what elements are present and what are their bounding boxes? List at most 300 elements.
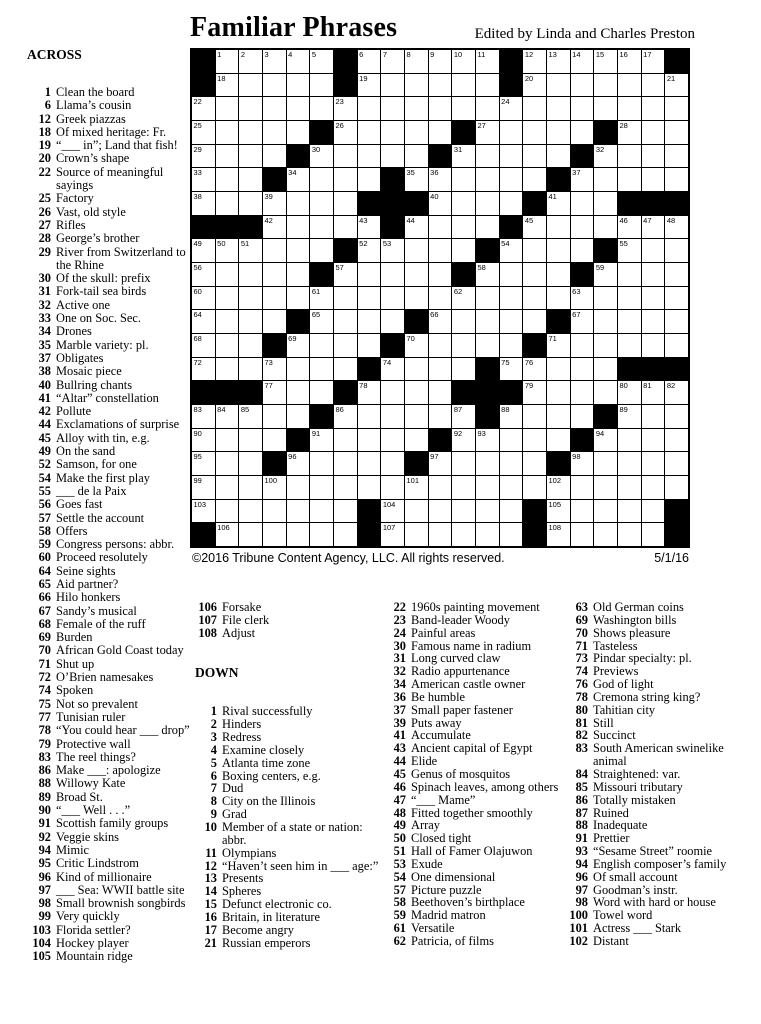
- grid-cell[interactable]: [665, 381, 688, 404]
- grid-cell[interactable]: [452, 358, 475, 381]
- grid-cell[interactable]: [500, 97, 523, 120]
- grid-cell[interactable]: [358, 97, 381, 120]
- grid-cell[interactable]: [429, 50, 452, 73]
- grid-cell[interactable]: [310, 476, 333, 499]
- grid-cell[interactable]: [287, 168, 310, 191]
- grid-cell[interactable]: [263, 381, 286, 404]
- grid-cell[interactable]: [476, 287, 499, 310]
- grid-cell[interactable]: [594, 452, 617, 475]
- grid-cell[interactable]: [452, 192, 475, 215]
- grid-cell[interactable]: [571, 405, 594, 428]
- grid-cell[interactable]: [571, 452, 594, 475]
- grid-cell[interactable]: [618, 334, 641, 357]
- grid-cell[interactable]: [263, 192, 286, 215]
- grid-cell[interactable]: [310, 239, 333, 262]
- grid-cell[interactable]: [642, 74, 665, 97]
- grid-cell[interactable]: [594, 192, 617, 215]
- grid-cell[interactable]: [287, 476, 310, 499]
- grid-cell[interactable]: [523, 358, 546, 381]
- grid-cell[interactable]: [571, 216, 594, 239]
- grid-cell[interactable]: [310, 523, 333, 546]
- grid-cell[interactable]: [594, 500, 617, 523]
- grid-cell[interactable]: [571, 381, 594, 404]
- grid-cell[interactable]: [476, 263, 499, 286]
- grid-cell[interactable]: [405, 429, 428, 452]
- grid-cell[interactable]: [476, 429, 499, 452]
- grid-cell[interactable]: [500, 192, 523, 215]
- grid-cell[interactable]: [310, 168, 333, 191]
- grid-cell[interactable]: [192, 168, 215, 191]
- grid-cell[interactable]: [642, 381, 665, 404]
- grid-cell[interactable]: [405, 500, 428, 523]
- grid-cell[interactable]: [500, 476, 523, 499]
- grid-cell[interactable]: [405, 263, 428, 286]
- grid-cell[interactable]: [358, 74, 381, 97]
- grid-cell[interactable]: [571, 500, 594, 523]
- grid-cell[interactable]: [429, 121, 452, 144]
- grid-cell[interactable]: [452, 239, 475, 262]
- grid-cell[interactable]: [665, 239, 688, 262]
- grid-cell[interactable]: [523, 74, 546, 97]
- grid-cell[interactable]: [642, 500, 665, 523]
- grid-cell[interactable]: [476, 74, 499, 97]
- grid-cell[interactable]: [523, 145, 546, 168]
- grid-cell[interactable]: [642, 452, 665, 475]
- grid-cell[interactable]: [192, 239, 215, 262]
- grid-cell[interactable]: [571, 310, 594, 333]
- grid-cell[interactable]: [334, 523, 357, 546]
- grid-cell[interactable]: [263, 263, 286, 286]
- grid-cell[interactable]: [287, 97, 310, 120]
- grid-cell[interactable]: [618, 168, 641, 191]
- grid-cell[interactable]: [665, 405, 688, 428]
- grid-cell[interactable]: [358, 452, 381, 475]
- grid-cell[interactable]: [263, 216, 286, 239]
- grid-cell[interactable]: [381, 405, 404, 428]
- grid-cell[interactable]: [429, 97, 452, 120]
- grid-cell[interactable]: [571, 74, 594, 97]
- grid-cell[interactable]: [642, 145, 665, 168]
- grid-cell[interactable]: [334, 358, 357, 381]
- grid-cell[interactable]: [239, 358, 262, 381]
- grid-cell[interactable]: [642, 216, 665, 239]
- grid-cell[interactable]: [523, 381, 546, 404]
- grid-cell[interactable]: [547, 523, 570, 546]
- grid-cell[interactable]: [452, 168, 475, 191]
- grid-cell[interactable]: [642, 97, 665, 120]
- grid-cell[interactable]: [547, 192, 570, 215]
- grid-cell[interactable]: [594, 287, 617, 310]
- grid-cell[interactable]: [665, 74, 688, 97]
- grid-cell[interactable]: [381, 381, 404, 404]
- grid-cell[interactable]: [334, 263, 357, 286]
- grid-cell[interactable]: [500, 239, 523, 262]
- grid-cell[interactable]: [642, 121, 665, 144]
- grid-cell[interactable]: [429, 74, 452, 97]
- grid-cell[interactable]: [429, 287, 452, 310]
- grid-cell[interactable]: [334, 216, 357, 239]
- grid-cell[interactable]: [594, 310, 617, 333]
- grid-cell[interactable]: [665, 216, 688, 239]
- grid-cell[interactable]: [192, 500, 215, 523]
- grid-cell[interactable]: [642, 334, 665, 357]
- grid-cell[interactable]: [405, 405, 428, 428]
- grid-cell[interactable]: [358, 381, 381, 404]
- grid-cell[interactable]: [192, 334, 215, 357]
- grid-cell[interactable]: [263, 50, 286, 73]
- grid-cell[interactable]: [192, 405, 215, 428]
- grid-cell[interactable]: [216, 145, 239, 168]
- grid-cell[interactable]: [381, 358, 404, 381]
- grid-cell[interactable]: [618, 452, 641, 475]
- grid-cell[interactable]: [523, 216, 546, 239]
- grid-cell[interactable]: [192, 192, 215, 215]
- grid-cell[interactable]: [476, 452, 499, 475]
- grid-cell[interactable]: [594, 381, 617, 404]
- grid-cell[interactable]: [381, 500, 404, 523]
- grid-cell[interactable]: [192, 263, 215, 286]
- grid-cell[interactable]: [523, 263, 546, 286]
- grid-cell[interactable]: [216, 523, 239, 546]
- grid-cell[interactable]: [358, 405, 381, 428]
- grid-cell[interactable]: [381, 121, 404, 144]
- grid-cell[interactable]: [216, 121, 239, 144]
- grid-cell[interactable]: [429, 334, 452, 357]
- grid-cell[interactable]: [239, 50, 262, 73]
- grid-cell[interactable]: [239, 74, 262, 97]
- grid-cell[interactable]: [263, 121, 286, 144]
- grid-cell[interactable]: [381, 145, 404, 168]
- grid-cell[interactable]: [334, 452, 357, 475]
- grid-cell[interactable]: [500, 500, 523, 523]
- grid-cell[interactable]: [216, 334, 239, 357]
- grid-cell[interactable]: [287, 287, 310, 310]
- grid-cell[interactable]: [618, 500, 641, 523]
- grid-cell[interactable]: [405, 287, 428, 310]
- grid-cell[interactable]: [287, 334, 310, 357]
- grid-cell[interactable]: [642, 429, 665, 452]
- grid-cell[interactable]: [618, 97, 641, 120]
- grid-cell[interactable]: [239, 97, 262, 120]
- grid-cell[interactable]: [523, 50, 546, 73]
- grid-cell[interactable]: [287, 192, 310, 215]
- grid-cell[interactable]: [310, 334, 333, 357]
- grid-cell[interactable]: [287, 121, 310, 144]
- grid-cell[interactable]: [310, 429, 333, 452]
- grid-cell[interactable]: [239, 523, 262, 546]
- grid-cell[interactable]: [405, 50, 428, 73]
- grid-cell[interactable]: [216, 358, 239, 381]
- grid-cell[interactable]: [287, 452, 310, 475]
- grid-cell[interactable]: [642, 405, 665, 428]
- grid-cell[interactable]: [618, 145, 641, 168]
- grid-cell[interactable]: [547, 239, 570, 262]
- grid-cell[interactable]: [405, 216, 428, 239]
- grid-cell[interactable]: [523, 97, 546, 120]
- grid-cell[interactable]: [642, 263, 665, 286]
- grid-cell[interactable]: [665, 97, 688, 120]
- grid-cell[interactable]: [310, 500, 333, 523]
- grid-cell[interactable]: [523, 239, 546, 262]
- grid-cell[interactable]: [476, 121, 499, 144]
- grid-cell[interactable]: [665, 429, 688, 452]
- grid-cell[interactable]: [334, 500, 357, 523]
- grid-cell[interactable]: [216, 405, 239, 428]
- grid-cell[interactable]: [665, 476, 688, 499]
- grid-cell[interactable]: [500, 121, 523, 144]
- grid-cell[interactable]: [429, 452, 452, 475]
- grid-cell[interactable]: [618, 216, 641, 239]
- grid-cell[interactable]: [523, 121, 546, 144]
- grid-cell[interactable]: [405, 145, 428, 168]
- grid-cell[interactable]: [594, 74, 617, 97]
- grid-cell[interactable]: [618, 50, 641, 73]
- grid-cell[interactable]: [618, 287, 641, 310]
- grid-cell[interactable]: [263, 523, 286, 546]
- grid-cell[interactable]: [500, 263, 523, 286]
- grid-cell[interactable]: [618, 523, 641, 546]
- grid-cell[interactable]: [287, 216, 310, 239]
- grid-cell[interactable]: [642, 287, 665, 310]
- grid-cell[interactable]: [618, 263, 641, 286]
- grid-cell[interactable]: [476, 334, 499, 357]
- grid-cell[interactable]: [239, 145, 262, 168]
- grid-cell[interactable]: [263, 358, 286, 381]
- grid-cell[interactable]: [263, 97, 286, 120]
- grid-cell[interactable]: [429, 216, 452, 239]
- grid-cell[interactable]: [405, 334, 428, 357]
- grid-cell[interactable]: [310, 50, 333, 73]
- grid-cell[interactable]: [216, 452, 239, 475]
- grid-cell[interactable]: [547, 74, 570, 97]
- grid-cell[interactable]: [547, 287, 570, 310]
- grid-cell[interactable]: [239, 168, 262, 191]
- grid-cell[interactable]: [216, 74, 239, 97]
- grid-cell[interactable]: [239, 121, 262, 144]
- grid-cell[interactable]: [547, 121, 570, 144]
- grid-cell[interactable]: [239, 429, 262, 452]
- grid-cell[interactable]: [642, 523, 665, 546]
- grid-cell[interactable]: [216, 239, 239, 262]
- grid-cell[interactable]: [523, 310, 546, 333]
- grid-cell[interactable]: [429, 310, 452, 333]
- grid-cell[interactable]: [500, 145, 523, 168]
- grid-cell[interactable]: [571, 523, 594, 546]
- grid-cell[interactable]: [476, 97, 499, 120]
- grid-cell[interactable]: [310, 145, 333, 168]
- grid-cell[interactable]: [239, 405, 262, 428]
- grid-cell[interactable]: [405, 239, 428, 262]
- grid-cell[interactable]: [429, 239, 452, 262]
- grid-cell[interactable]: [334, 145, 357, 168]
- grid-cell[interactable]: [216, 168, 239, 191]
- grid-cell[interactable]: [523, 452, 546, 475]
- grid-cell[interactable]: [642, 50, 665, 73]
- grid-cell[interactable]: [429, 192, 452, 215]
- grid-cell[interactable]: [216, 476, 239, 499]
- grid-cell[interactable]: [500, 523, 523, 546]
- grid-cell[interactable]: [358, 334, 381, 357]
- grid-cell[interactable]: [429, 405, 452, 428]
- grid-cell[interactable]: [287, 358, 310, 381]
- grid-cell[interactable]: [523, 287, 546, 310]
- grid-cell[interactable]: [665, 287, 688, 310]
- grid-cell[interactable]: [452, 405, 475, 428]
- grid-cell[interactable]: [405, 121, 428, 144]
- grid-cell[interactable]: [216, 97, 239, 120]
- grid-cell[interactable]: [287, 405, 310, 428]
- grid-cell[interactable]: [665, 452, 688, 475]
- grid-cell[interactable]: [476, 50, 499, 73]
- grid-cell[interactable]: [239, 239, 262, 262]
- grid-cell[interactable]: [452, 97, 475, 120]
- grid-cell[interactable]: [192, 429, 215, 452]
- grid-cell[interactable]: [263, 476, 286, 499]
- grid-cell[interactable]: [618, 121, 641, 144]
- grid-cell[interactable]: [239, 192, 262, 215]
- grid-cell[interactable]: [429, 381, 452, 404]
- grid-cell[interactable]: [358, 50, 381, 73]
- grid-cell[interactable]: [334, 168, 357, 191]
- grid-cell[interactable]: [263, 287, 286, 310]
- grid-cell[interactable]: [310, 216, 333, 239]
- grid-cell[interactable]: [263, 239, 286, 262]
- grid-cell[interactable]: [665, 168, 688, 191]
- grid-cell[interactable]: [310, 358, 333, 381]
- grid-cell[interactable]: [287, 74, 310, 97]
- grid-cell[interactable]: [500, 429, 523, 452]
- grid-cell[interactable]: [239, 452, 262, 475]
- grid-cell[interactable]: [334, 405, 357, 428]
- grid-cell[interactable]: [665, 263, 688, 286]
- grid-cell[interactable]: [571, 358, 594, 381]
- grid-cell[interactable]: [523, 405, 546, 428]
- grid-cell[interactable]: [239, 263, 262, 286]
- grid-cell[interactable]: [192, 121, 215, 144]
- grid-cell[interactable]: [310, 74, 333, 97]
- grid-cell[interactable]: [192, 310, 215, 333]
- grid-cell[interactable]: [239, 476, 262, 499]
- grid-cell[interactable]: [571, 287, 594, 310]
- grid-cell[interactable]: [571, 334, 594, 357]
- grid-cell[interactable]: [358, 168, 381, 191]
- grid-cell[interactable]: [405, 168, 428, 191]
- grid-cell[interactable]: [429, 263, 452, 286]
- grid-cell[interactable]: [310, 452, 333, 475]
- grid-cell[interactable]: [192, 145, 215, 168]
- grid-cell[interactable]: [358, 263, 381, 286]
- grid-cell[interactable]: [547, 263, 570, 286]
- grid-cell[interactable]: [594, 358, 617, 381]
- grid-cell[interactable]: [547, 216, 570, 239]
- grid-cell[interactable]: [547, 500, 570, 523]
- grid-cell[interactable]: [263, 405, 286, 428]
- grid-cell[interactable]: [500, 168, 523, 191]
- grid-cell[interactable]: [287, 523, 310, 546]
- grid-cell[interactable]: [571, 121, 594, 144]
- grid-cell[interactable]: [571, 239, 594, 262]
- grid-cell[interactable]: [334, 334, 357, 357]
- grid-cell[interactable]: [239, 310, 262, 333]
- grid-cell[interactable]: [287, 500, 310, 523]
- grid-cell[interactable]: [594, 334, 617, 357]
- grid-cell[interactable]: [452, 452, 475, 475]
- grid-cell[interactable]: [405, 97, 428, 120]
- grid-cell[interactable]: [452, 74, 475, 97]
- grid-cell[interactable]: [334, 476, 357, 499]
- grid-cell[interactable]: [405, 358, 428, 381]
- grid-cell[interactable]: [263, 310, 286, 333]
- grid-cell[interactable]: [547, 476, 570, 499]
- grid-cell[interactable]: [665, 145, 688, 168]
- grid-cell[interactable]: [358, 216, 381, 239]
- grid-cell[interactable]: [500, 334, 523, 357]
- grid-cell[interactable]: [476, 145, 499, 168]
- grid-cell[interactable]: [405, 381, 428, 404]
- grid-cell[interactable]: [381, 97, 404, 120]
- grid-cell[interactable]: [452, 310, 475, 333]
- grid-cell[interactable]: [618, 381, 641, 404]
- grid-cell[interactable]: [334, 310, 357, 333]
- grid-cell[interactable]: [571, 168, 594, 191]
- grid-cell[interactable]: [618, 239, 641, 262]
- grid-cell[interactable]: [192, 287, 215, 310]
- grid-cell[interactable]: [192, 97, 215, 120]
- grid-cell[interactable]: [500, 310, 523, 333]
- grid-cell[interactable]: [594, 476, 617, 499]
- grid-cell[interactable]: [547, 358, 570, 381]
- grid-cell[interactable]: [452, 50, 475, 73]
- grid-cell[interactable]: [216, 263, 239, 286]
- grid-cell[interactable]: [452, 145, 475, 168]
- grid-cell[interactable]: [476, 168, 499, 191]
- grid-cell[interactable]: [452, 429, 475, 452]
- grid-cell[interactable]: [547, 50, 570, 73]
- grid-cell[interactable]: [618, 310, 641, 333]
- grid-cell[interactable]: [594, 429, 617, 452]
- grid-cell[interactable]: [381, 239, 404, 262]
- grid-cell[interactable]: [334, 121, 357, 144]
- grid-cell[interactable]: [287, 381, 310, 404]
- grid-cell[interactable]: [547, 429, 570, 452]
- grid-cell[interactable]: [618, 74, 641, 97]
- grid-cell[interactable]: [216, 429, 239, 452]
- grid-cell[interactable]: [452, 500, 475, 523]
- grid-cell[interactable]: [547, 145, 570, 168]
- grid-cell[interactable]: [500, 452, 523, 475]
- grid-cell[interactable]: [665, 310, 688, 333]
- grid-cell[interactable]: [381, 476, 404, 499]
- grid-cell[interactable]: [452, 334, 475, 357]
- grid-cell[interactable]: [358, 121, 381, 144]
- grid-cell[interactable]: [358, 145, 381, 168]
- grid-cell[interactable]: [618, 405, 641, 428]
- grid-cell[interactable]: [216, 192, 239, 215]
- grid-cell[interactable]: [429, 476, 452, 499]
- grid-cell[interactable]: [476, 500, 499, 523]
- grid-cell[interactable]: [642, 168, 665, 191]
- grid-cell[interactable]: [358, 476, 381, 499]
- grid-cell[interactable]: [405, 523, 428, 546]
- grid-cell[interactable]: [334, 287, 357, 310]
- grid-cell[interactable]: [310, 287, 333, 310]
- grid-cell[interactable]: [287, 239, 310, 262]
- grid-cell[interactable]: [665, 334, 688, 357]
- grid-cell[interactable]: [381, 452, 404, 475]
- grid-cell[interactable]: [500, 405, 523, 428]
- grid-cell[interactable]: [192, 452, 215, 475]
- grid-cell[interactable]: [452, 216, 475, 239]
